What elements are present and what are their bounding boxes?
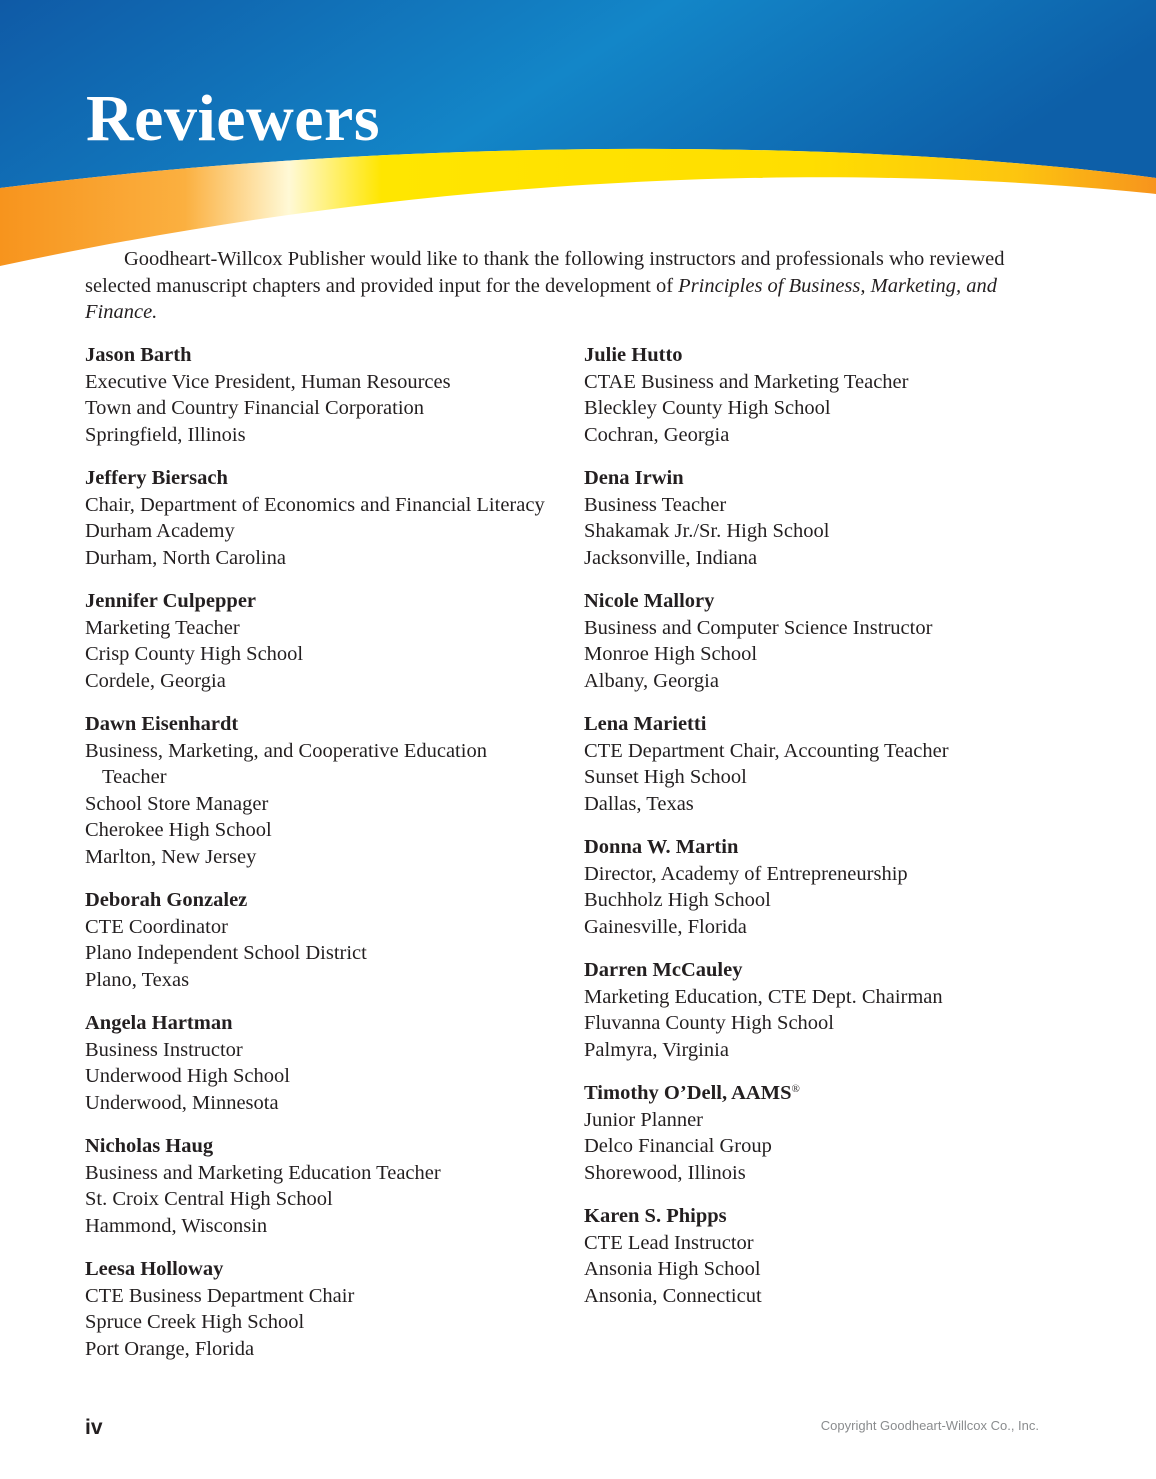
reviewer-detail-line: CTE Department Chair, Accounting Teacher [584,739,949,762]
reviewer-column-left [85,342,555,1379]
reviewer-detail-line: Durham Academy [85,520,235,542]
reviewer-name-text: Karen S. Phipps [584,1205,727,1227]
reviewer-name-text: Donna W. Martin [584,836,739,858]
reviewer-detail-line: Ansonia High School [584,1258,761,1280]
reviewer-detail-line: Marketing Education, CTE Dept. Chairman [584,985,943,1008]
reviewer-detail-line: Gainesville, Florida [584,915,747,938]
reviewer-detail-line: Palmyra, Virginia [584,1038,729,1061]
reviewer-entry [85,1256,555,1362]
reviewer-detail-line: Cherokee High School [85,819,272,841]
reviewer-detail-line: Director, Academy of Entrepreneurship [584,862,908,885]
reviewer-name [584,834,1054,861]
reviewer-detail-line: Marketing Teacher [85,616,240,639]
registered-mark: ® [791,1083,800,1095]
reviewer-detail-line: Business Teacher [584,493,727,516]
reviewer-name-text: Jennifer Culpepper [85,590,257,612]
reviewer-detail-line: Chair, Department of Economics and Financial Literacy [85,493,545,516]
copyright-notice: Copyright Goodheart-Willcox Co., Inc. [820,1418,1039,1433]
page-number: iv [85,1416,103,1439]
reviewer-detail-line: Spruce Creek High School [85,1311,305,1333]
reviewer-detail-line: CTE Coordinator [85,915,228,938]
reviewer-detail-line: CTE Lead Instructor [584,1231,754,1254]
reviewer-detail-line: Business and Computer Science Instructor [584,616,933,639]
reviewer-detail-line: CTAE Business and Marketing Teacher [584,370,909,393]
reviewer-detail-line: Plano, Texas [85,968,190,991]
page-title: Reviewers [86,82,381,155]
reviewer-name [584,1203,1054,1230]
reviewer-detail-line: Springfield, Illinois [85,423,246,446]
reviewer-detail-line: Jacksonville, Indiana [584,546,758,569]
reviewer-detail-line: Ansonia, Connecticut [584,1284,762,1307]
reviewer-name [584,711,1054,738]
reviewer-entry [85,588,555,694]
reviewer-detail-line: Underwood, Minnesota [85,1091,279,1114]
reviewer-detail-line: Dallas, Texas [584,792,694,815]
reviewer-entry [85,711,555,870]
reviewer-detail-line: Cochran, Georgia [584,423,730,446]
reviewer-detail-line: Shorewood, Illinois [584,1161,746,1184]
reviewer-name [584,465,1054,492]
reviewer-detail-line: Bleckley County High School [584,397,831,419]
reviewer-detail-line: Monroe High School [584,643,758,665]
reviewer-detail-line: Executive Vice President, Human Resources [85,370,451,393]
reviewer-name-text: Timothy O’Dell, AAMS [584,1082,792,1104]
intro-paragraph [85,246,1045,326]
reviewer-detail-line: Delco Financial Group [584,1135,772,1157]
reviewer-name [584,1080,1054,1107]
reviewer-name-text: Jeffery Biersach [85,467,228,489]
reviewer-detail-line: Hammond, Wisconsin [85,1214,268,1237]
reviewer-entry [85,465,555,571]
intro-book-title: Principles of Business, Marketing, and Finance. [85,274,998,323]
reviewer-name-text: Lena Marietti [584,713,707,735]
reviewer-entry [85,342,555,448]
reviewer-detail-line: Town and Country Financial Corporation [85,397,425,419]
reviewer-detail-line: Buchholz High School [584,889,771,911]
reviewer-name-text: Nicholas Haug [85,1135,214,1157]
reviewer-detail-line: Business Instructor [85,1038,243,1061]
reviewer-name-text: Dawn Eisenhardt [85,713,239,735]
reviewer-name [584,957,1054,984]
reviewer-detail-line: School Store Manager [85,792,269,815]
reviewer-detail-line: Underwood High School [85,1065,290,1087]
reviewer-entry [584,957,1054,1063]
reviewer-name [85,588,555,615]
reviewer-detail-line: Cordele, Georgia [85,669,226,692]
reviewer-name-text: Nicole Mallory [584,590,715,612]
reviewer-name-text: Angela Hartman [85,1012,233,1034]
reviewer-detail-line: Crisp County High School [85,643,304,665]
reviewer-entry [85,1010,555,1116]
reviewer-name [85,711,555,738]
reviewer-name [85,342,555,369]
reviewer-name-text: Dena Irwin [584,467,684,489]
reviewer-name [584,588,1054,615]
reviewer-entry [584,834,1054,940]
reviewer-detail-line: Fluvanna County High School [584,1012,834,1034]
reviewer-entry [584,342,1054,448]
reviewer-detail-line: Junior Planner [584,1108,703,1131]
reviewer-detail-line: Business, Marketing, and Cooperative Education Teacher [85,739,487,788]
reviewer-name-text: Deborah Gonzalez [85,889,248,911]
reviewer-name [85,1133,555,1160]
reviewer-detail-line: Shakamak Jr./Sr. High School [584,520,830,542]
reviewer-entry [584,465,1054,571]
reviewer-name [85,465,555,492]
reviewer-entry [584,711,1054,817]
intro-text: Goodheart-Willcox Publisher would like to thank the following instructors and professionals who reviewed selected manuscript chapters and provided input for the development of [85,248,1005,297]
reviewer-column-right [584,342,1054,1326]
reviewer-detail-line: Marlton, New Jersey [85,845,257,868]
reviewer-name-text: Julie Hutto [584,344,683,366]
reviewer-detail-line: Durham, North Carolina [85,546,286,569]
reviewer-entry [85,1133,555,1239]
reviewer-entry [584,588,1054,694]
reviewer-detail-line: Albany, Georgia [584,669,719,692]
reviewer-detail-line: CTE Business Department Chair [85,1284,355,1307]
reviewer-name-text: Darren McCauley [584,959,743,981]
reviewer-name [85,887,555,914]
reviewer-name-text: Jason Barth [85,344,192,366]
reviewer-entry [584,1080,1054,1186]
reviewer-detail-line: Port Orange, Florida [85,1337,255,1360]
reviewer-detail-line: Sunset High School [584,766,747,788]
reviewer-name [85,1256,555,1283]
reviewer-name [584,342,1054,369]
reviewer-entry [584,1203,1054,1309]
reviewer-name [85,1010,555,1037]
reviewer-detail-line: St. Croix Central High School [85,1188,333,1210]
reviewer-detail-line: Plano Independent School District [85,942,367,964]
reviewer-name-text: Leesa Holloway [85,1258,224,1280]
reviewer-detail-line: Business and Marketing Education Teacher [85,1161,441,1184]
reviewer-entry [85,887,555,993]
